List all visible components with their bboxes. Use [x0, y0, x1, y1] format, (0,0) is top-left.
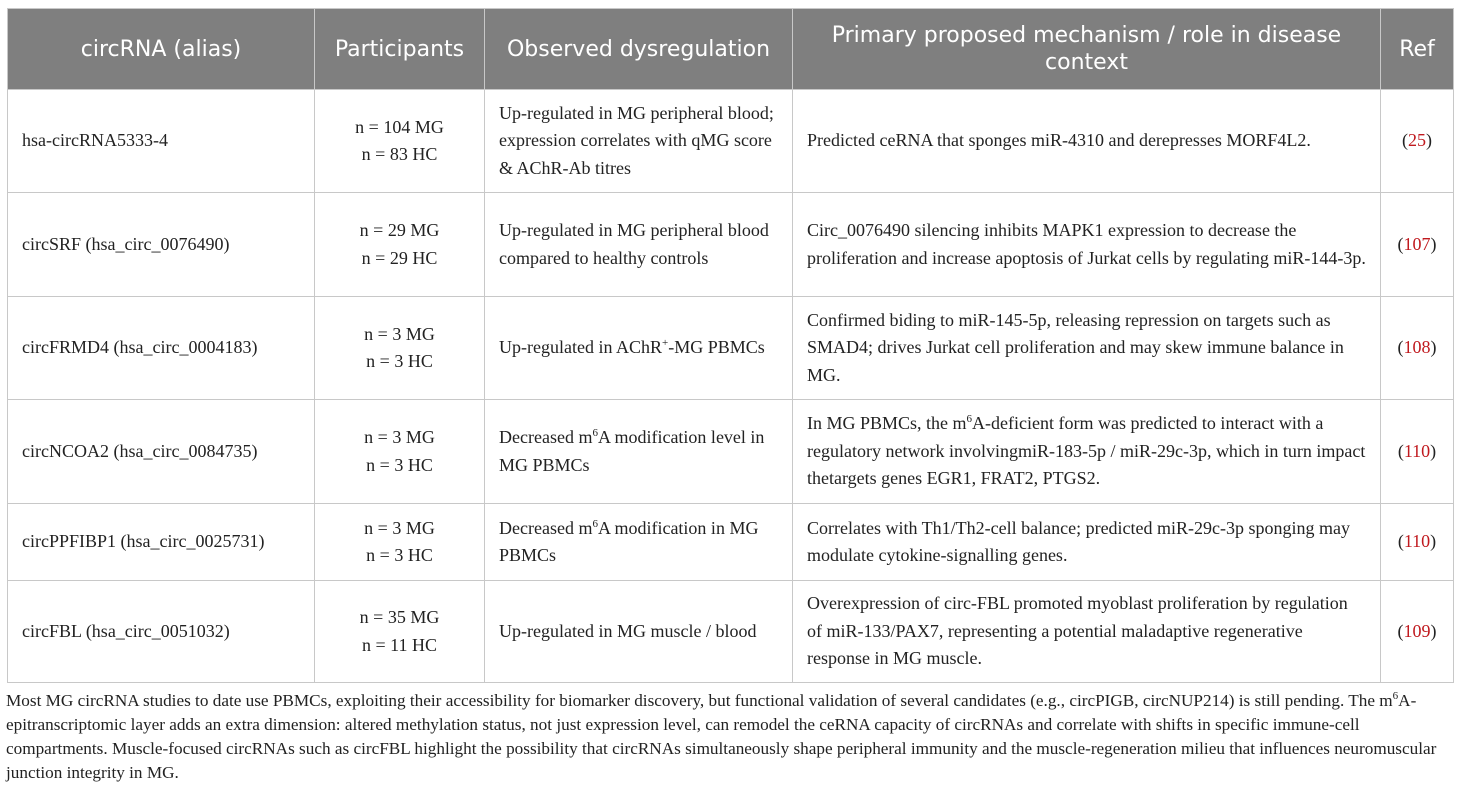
superscript-plus: + — [661, 337, 669, 350]
mechanism-text: Confirmed biding to miR-145-5p, releasing repression on targets such as SMAD4; drives Jurkat cell proliferation and may skew immune balance in MG. — [807, 309, 1344, 385]
table-row — [8, 581, 1454, 683]
table-row — [8, 193, 1454, 297]
header-ref: Ref — [1381, 9, 1454, 90]
cell-mechanism — [793, 297, 1381, 400]
participants-hc: n = 83 HC — [361, 144, 438, 164]
cell-circrna: circFBL (hsa_circ_0051032) — [8, 581, 315, 683]
participants-mg: n = 3 MG — [364, 427, 435, 447]
mechanism-text: In MG PBMCs, the m — [807, 413, 967, 434]
ref-close-paren: ) — [1430, 531, 1437, 552]
participants-hc: n = 3 HC — [366, 454, 433, 475]
mechanism-text: Overexpression of circ-FBL promoted myoblast proliferation by regulation of miR-133/PAX7, representing a potential maladaptive regenerative response in MG muscle. — [807, 593, 1348, 669]
cell-mechanism — [793, 581, 1381, 683]
table-row — [8, 504, 1454, 581]
cell-participants — [315, 504, 485, 581]
dysregulation-text-cont: A modification level in MG PBMCs — [499, 427, 765, 475]
cell-dysregulation — [485, 581, 793, 683]
participants-hc: n = 3 HC — [366, 351, 433, 371]
participants-mg: n = 3 MG — [364, 323, 435, 344]
superscript-6: 6 — [1392, 690, 1399, 702]
superscript-6: 6 — [592, 427, 598, 439]
mechanism-text-cont: A-deficient form was predicted to interact with a regulatory network involvingmiR-183-5p / miR-29c-3p, which in turn impact thetargets genes EGR1, FRAT2, PTGS2. — [807, 413, 1366, 489]
ref-link[interactable]: 110 — [1403, 440, 1431, 461]
cell-participants — [315, 400, 485, 504]
cell-circrna: circNCOA2 (hsa_circ_0084735) — [8, 400, 315, 504]
cell-mechanism — [793, 400, 1381, 504]
table-container — [7, 8, 1453, 683]
participants-hc: n = 3 HC — [366, 545, 433, 565]
ref-close-paren: ) — [1430, 233, 1437, 254]
ref-open-paren: ( — [1397, 620, 1404, 641]
participants-hc: n = 29 HC — [361, 247, 438, 268]
cell-circrna: circPPFIBP1 (hsa_circ_0025731) — [8, 504, 315, 581]
circrna-table — [7, 8, 1454, 683]
ref-link[interactable]: 107 — [1403, 233, 1431, 254]
cell-dysregulation — [485, 504, 793, 581]
cell-participants — [315, 90, 485, 193]
table-row — [8, 90, 1454, 193]
cell-ref — [1381, 581, 1454, 683]
mechanism-text: Correlates with Th1/Th2-cell balance; predicted miR-29c-3p sponging may modulate cytokine-signalling genes. — [807, 517, 1351, 565]
cell-dysregulation — [485, 400, 793, 504]
mechanism-text: Circ_0076490 silencing inhibits MAPK1 expression to decrease the proliferation and increase apoptosis of Jurkat cells by regulating miR-144-3p. — [807, 220, 1366, 268]
ref-link[interactable]: 25 — [1408, 130, 1426, 151]
header-row — [8, 9, 1454, 90]
ref-link[interactable]: 109 — [1403, 620, 1431, 641]
ref-link[interactable]: 110 — [1403, 531, 1431, 552]
footnote-paragraph — [6, 689, 1456, 785]
ref-open-paren: ( — [1397, 531, 1404, 552]
cell-dysregulation — [485, 193, 793, 297]
cell-dysregulation — [485, 297, 793, 400]
ref-close-paren: ) — [1430, 337, 1437, 358]
dysregulation-text: Up-regulated in MG peripheral blood compared to healthy controls — [499, 220, 769, 268]
ref-close-paren: ) — [1430, 440, 1437, 461]
header-dysregulation: Observed dysregulation — [485, 9, 793, 90]
cell-participants — [315, 297, 485, 400]
footnote-text-cont: A-epitranscriptomic layer adds an extra dimension: altered methylation status, not just expression level, can remodel the ceRNA capacity of circRNAs and correlate with shifts in specific immune-cell compartments. Muscle-focused circRNAs such as circFBL highlight the possibility that circRNAs simultaneously shape peripheral immunity and the muscle-regeneration milieu that influences neuromuscular junction integrity in MG. — [6, 691, 1437, 782]
ref-link[interactable]: 108 — [1403, 337, 1431, 358]
table-row — [8, 400, 1454, 504]
cell-mechanism — [793, 90, 1381, 193]
cell-circrna: hsa-circRNA5333-4 — [8, 90, 315, 193]
ref-open-paren: ( — [1397, 440, 1404, 461]
participants-mg: n = 29 MG — [359, 220, 440, 240]
cell-circrna: circFRMD4 (hsa_circ_0004183) — [8, 297, 315, 400]
ref-open-paren: ( — [1397, 233, 1404, 254]
dysregulation-text: Decreased m — [499, 517, 593, 538]
ref-close-paren: ) — [1430, 620, 1437, 641]
dysregulation-text: Decreased m — [499, 427, 593, 447]
dysregulation-text: Up-regulated in AChR — [499, 337, 662, 358]
header-circrna: circRNA (alias) — [8, 9, 315, 90]
cell-ref — [1381, 297, 1454, 400]
table-row — [8, 297, 1454, 400]
ref-open-paren: ( — [1397, 337, 1404, 358]
ref-open-paren: ( — [1402, 130, 1408, 151]
cell-participants — [315, 581, 485, 683]
cell-circrna: circSRF (hsa_circ_0076490) — [8, 193, 315, 297]
cell-mechanism — [793, 504, 1381, 581]
superscript-6: 6 — [592, 517, 598, 530]
table-footnote — [6, 689, 1456, 785]
dysregulation-text: Up-regulated in MG muscle / blood — [499, 620, 757, 641]
cell-ref — [1381, 400, 1454, 504]
participants-mg: n = 3 MG — [364, 517, 435, 538]
cell-dysregulation — [485, 90, 793, 193]
dysregulation-text-cont: -MG PBMCs — [668, 337, 765, 358]
cell-participants — [315, 193, 485, 297]
dysregulation-text-cont: A modification in MG PBMCs — [499, 517, 759, 565]
header-participants: Participants — [315, 9, 485, 90]
participants-mg: n = 35 MG — [359, 607, 440, 627]
ref-close-paren: ) — [1426, 130, 1432, 151]
cell-ref — [1381, 193, 1454, 297]
participants-hc: n = 11 HC — [362, 634, 437, 655]
superscript-6: 6 — [966, 413, 973, 426]
footnote-text: Most MG circRNA studies to date use PBMCs, exploiting their accessibility for biomarker discovery, but functional validation of several candidates (e.g., circPIGB, circNUP214) is still pending. The m — [6, 691, 1393, 710]
mechanism-text: Predicted ceRNA that sponges miR-4310 and derepresses MORF4L2. — [807, 130, 1311, 151]
participants-mg: n = 104 MG — [355, 116, 444, 137]
cell-ref — [1381, 90, 1454, 193]
cell-ref — [1381, 504, 1454, 581]
dysregulation-text: Up-regulated in MG peripheral blood; expression correlates with qMG score & AChR-Ab titres — [499, 102, 774, 178]
header-mechanism: Primary proposed mechanism / role in disease context — [793, 9, 1381, 90]
cell-mechanism — [793, 193, 1381, 297]
